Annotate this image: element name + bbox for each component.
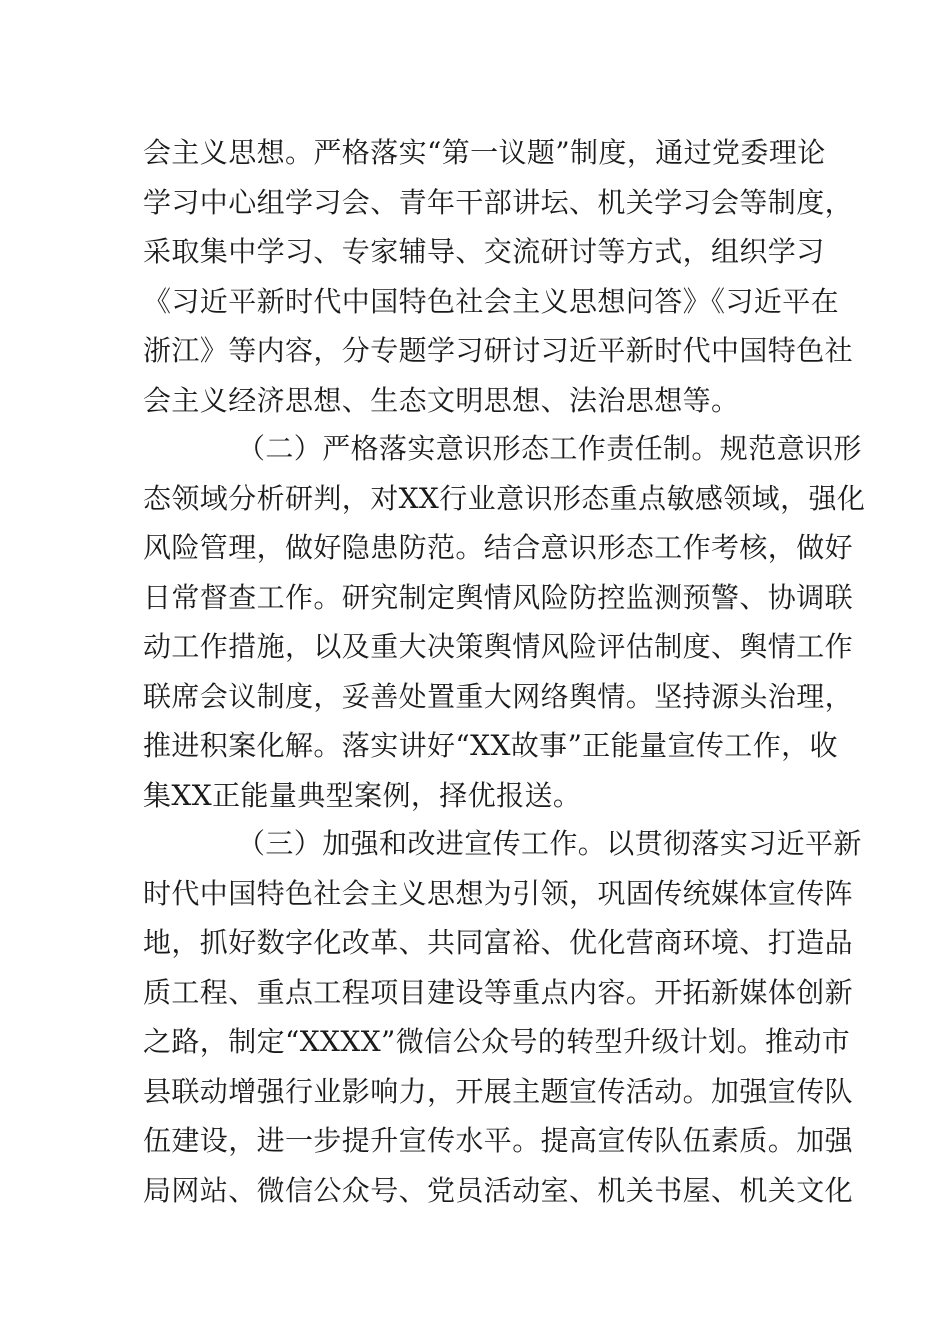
text-line: 采取集中学习、专家辅导、交流研讨等方式，组织学习: [143, 235, 825, 268]
section-heading-line: （三）加强和改进宣传工作。以贯彻落实习近平新: [237, 827, 862, 860]
text-line: 动工作措施，以及重大决策舆情风险评估制度、舆情工作: [143, 630, 854, 663]
text-line: 伍建设，进一步提升宣传水平。提高宣传队伍素质。加强: [143, 1124, 854, 1157]
text-line: 联席会议制度，妥善处置重大网络舆情。坚持源头治理，: [143, 680, 854, 713]
text-line: 《习近平新时代中国特色社会主义思想问答》《习近平在: [143, 285, 840, 318]
text-line: 质工程、重点工程项目建设等重点内容。开拓新媒体创新: [143, 976, 854, 1009]
text-line: 时代中国特色社会主义思想为引领，巩固传统媒体宣传阵: [143, 877, 854, 910]
text-line: 地，抓好数字化改革、共同富裕、优化营商环境、打造品: [143, 926, 854, 959]
text-line: 风险管理，做好隐患防范。结合意识形态工作考核，做好: [143, 531, 854, 564]
text-line: 态领域分析研判，对XX行业意识形态重点敏感领域，强化: [143, 482, 866, 515]
text-line: 之路，制定“XXXX”微信公众号的转型升级计划。推动市: [143, 1025, 851, 1058]
text-line: 会主义经济思想、生态文明思想、法治思想等。: [143, 384, 740, 417]
text-line: 集XX正能量典型案例，择优报送。: [143, 779, 582, 812]
text-line: 浙江》等内容，分专题学习研讨习近平新时代中国特色社: [143, 334, 854, 367]
text-line: 学习中心组学习会、青年干部讲坛、机关学习会等制度，: [143, 186, 854, 219]
text-line: 日常督查工作。研究制定舆情风险防控监测预警、协调联: [143, 581, 854, 614]
text-line: 推进积案化解。落实讲好“XX故事”正能量宣传工作，收: [143, 729, 838, 762]
section-heading-line: （二）严格落实意识形态工作责任制。规范意识形: [237, 432, 862, 465]
text-line: 局网站、微信公众号、党员活动室、机关书屋、机关文化: [143, 1174, 854, 1207]
text-line: 县联动增强行业影响力，开展主题宣传活动。加强宣传队: [143, 1075, 854, 1108]
text-line: 会主义思想。严格落实“第一议题”制度，通过党委理论: [143, 136, 826, 169]
